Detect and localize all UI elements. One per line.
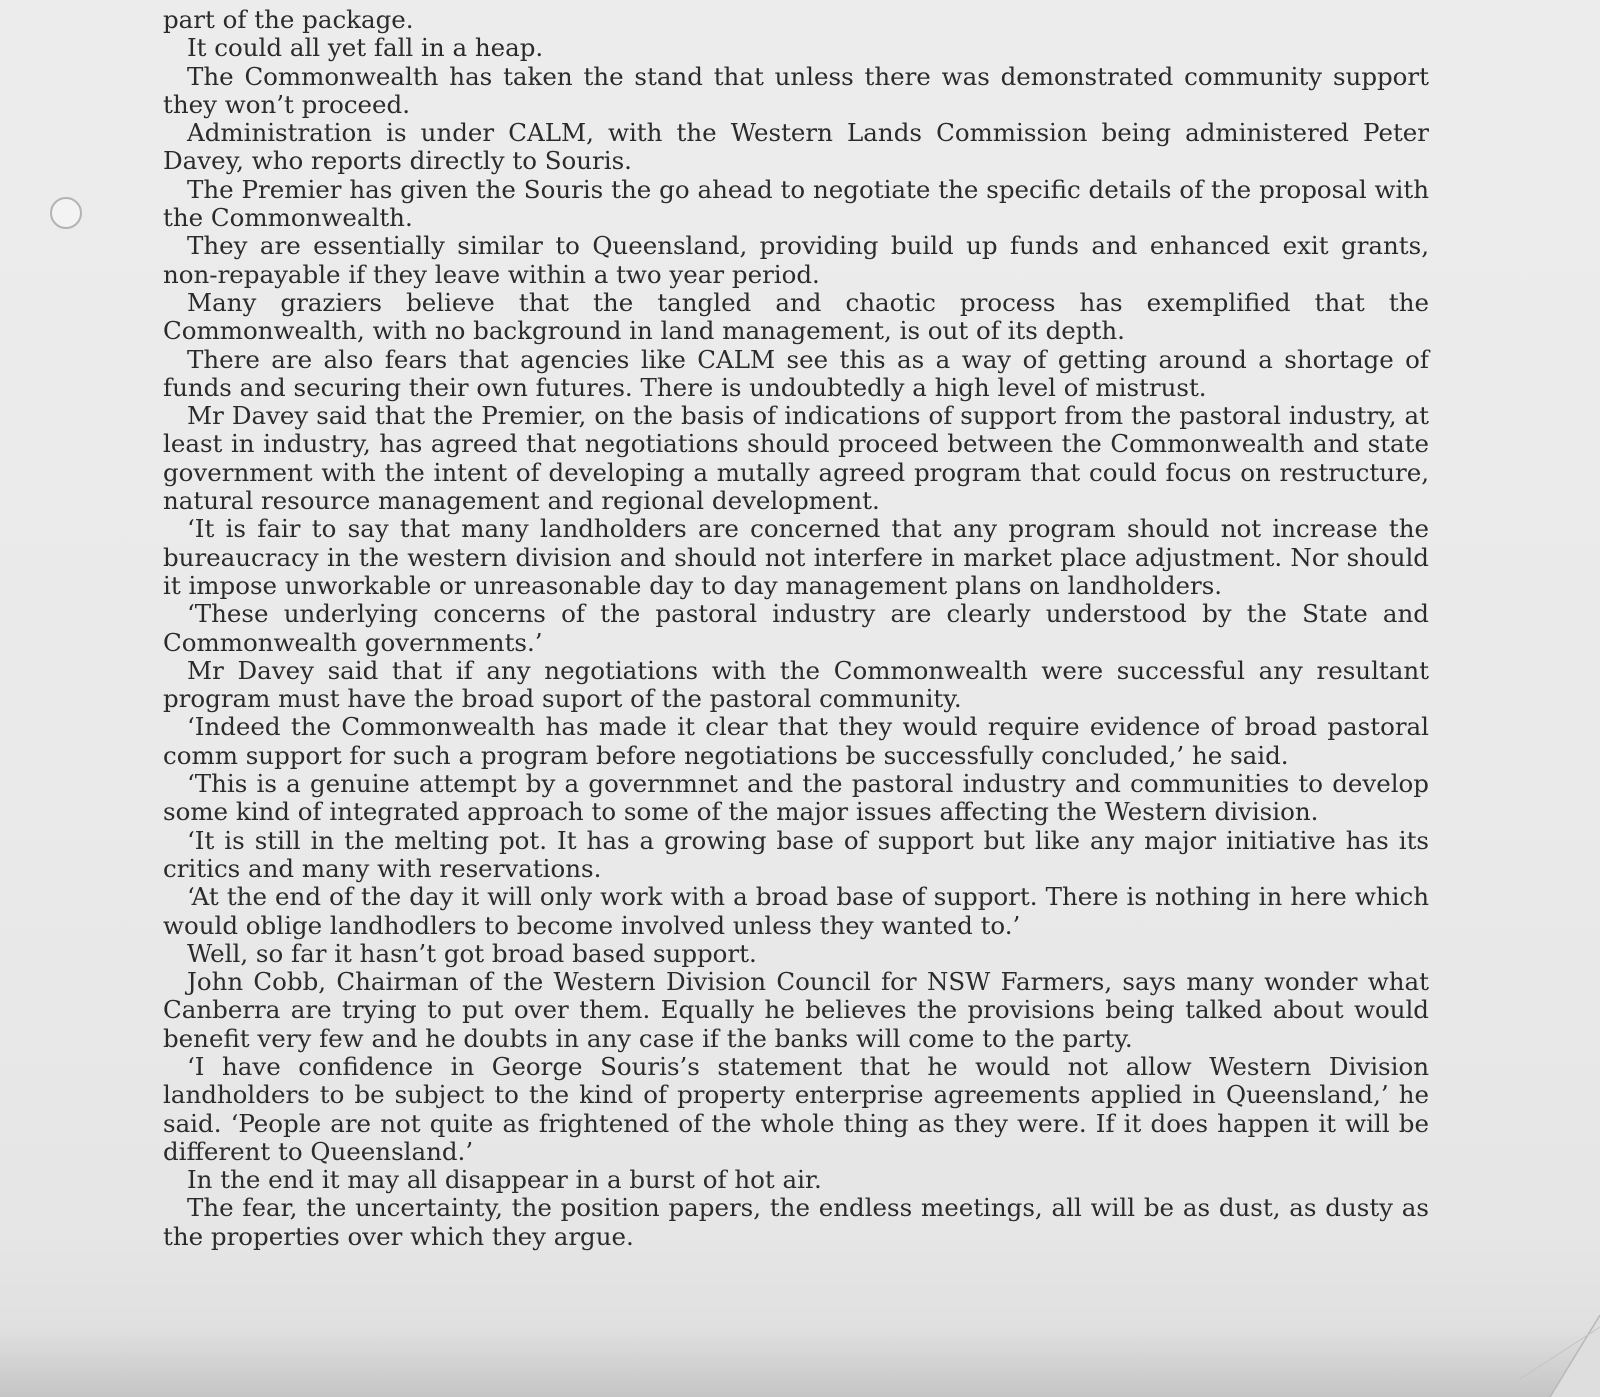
article-paragraph: ‘It is still in the melting pot. It has a growing base of support but like any major initiative has its critics and many with reservations. <box>163 825 1429 883</box>
article-paragraph: They are essentially similar to Queensland, providing build up funds and enhanced exit grants, non-repayable if they leave within a two year period. <box>163 231 1429 289</box>
article-paragraph: Mr Davey said that the Premier, on the basis of indications of support from the pastoral industry, at least in industry, has agreed that negotiations should proceed between the Commonwealth and state government with the intent of developing a mutally agreed program that could focus on restructure, natural resource management and regional development. <box>163 401 1429 516</box>
article-paragraph: Mr Davey said that if any negotiations with the Commonwealth were successful any resultant program must have the broad suport of the pastoral community. <box>163 655 1429 714</box>
article-paragraph: Administration is under CALM, with the Western Lands Commission being administered Peter Davey, who reports directly to Souris. <box>163 118 1429 176</box>
article-paragraph: The fear, the uncertainty, the position papers, the endless meetings, all will be as dust, as dusty as the properties over which they argue. <box>163 1193 1429 1251</box>
article-paragraph: The Premier has given the Souris the go ahead to negotiate the specific details of the proposal with the Commonwealth. <box>163 174 1429 233</box>
article-paragraph: ‘It is fair to say that many landholders are concerned that any program should not increase the bureaucracy in the western division and should not interfere in market place adjustment. Nor should it impose unworkable or unreasonable day to day management plans on landholders. <box>163 514 1429 600</box>
article-paragraph: In the end it may all disappear in a burst of hot air. <box>187 1165 822 1195</box>
article-paragraph: ‘These underlying concerns of the pastoral industry are clearly understood by the State and Commonwealth governments.’ <box>163 599 1429 657</box>
article-body <box>163 0 1429 1251</box>
article-paragraph: ‘This is a genuine attempt by a governmnet and the pastoral industry and communities to develop some kind of integrated approach to some of the major issues affecting the Western division. <box>163 769 1429 827</box>
article-paragraph: ‘I have confidence in George Souris’s statement that he would not allow Western Division landholders to be subject to the kind of property enterprise agreements applied in Queensland,’ he said. ‘People are not quite as frightened of the whole thing as they were. If it does happen it will be different to Queensland.’ <box>163 1051 1429 1166</box>
article-paragraph: There are also fears that agencies like CALM see this as a way of getting around a shortage of funds and securing their own futures. There is undoubtedly a high level of mistrust. <box>163 344 1429 402</box>
punch-hole-icon <box>50 197 82 229</box>
article-paragraph: John Cobb, Chairman of the Western Division Council for NSW Farmers, says many wonder what Canberra are trying to put over them. Equally he believes the provisions being talked about would benefit very few and he doubts in any case if the banks will come to the party. <box>163 967 1429 1053</box>
article-paragraph: The Commonwealth has taken the stand that unless there was demonstrated community support they won’t proceed. <box>163 61 1429 119</box>
article-paragraph: ‘Indeed the Commonwealth has made it clear that they would require evidence of broad pastoral comm support for such a program before negotiations be successfully concluded,’ he said. <box>163 712 1429 770</box>
page-bottom-shadow <box>0 1327 1600 1397</box>
article-paragraph: It could all yet fall in a heap. <box>187 33 544 63</box>
corner-fold-icon <box>1480 1287 1600 1397</box>
article-paragraph: Many graziers believe that the tangled and chaotic process has exemplified that the Commonwealth, with no background in land management, is out of its depth. <box>163 287 1429 346</box>
article-paragraph: Well, so far it hasn’t got broad based support. <box>187 938 757 968</box>
article-paragraph: part of the package. <box>163 5 414 34</box>
article-paragraph: ‘At the end of the day it will only work with a broad base of support. There is nothing in here which would oblige landhodlers to become involved unless they wanted to.’ <box>163 882 1429 940</box>
